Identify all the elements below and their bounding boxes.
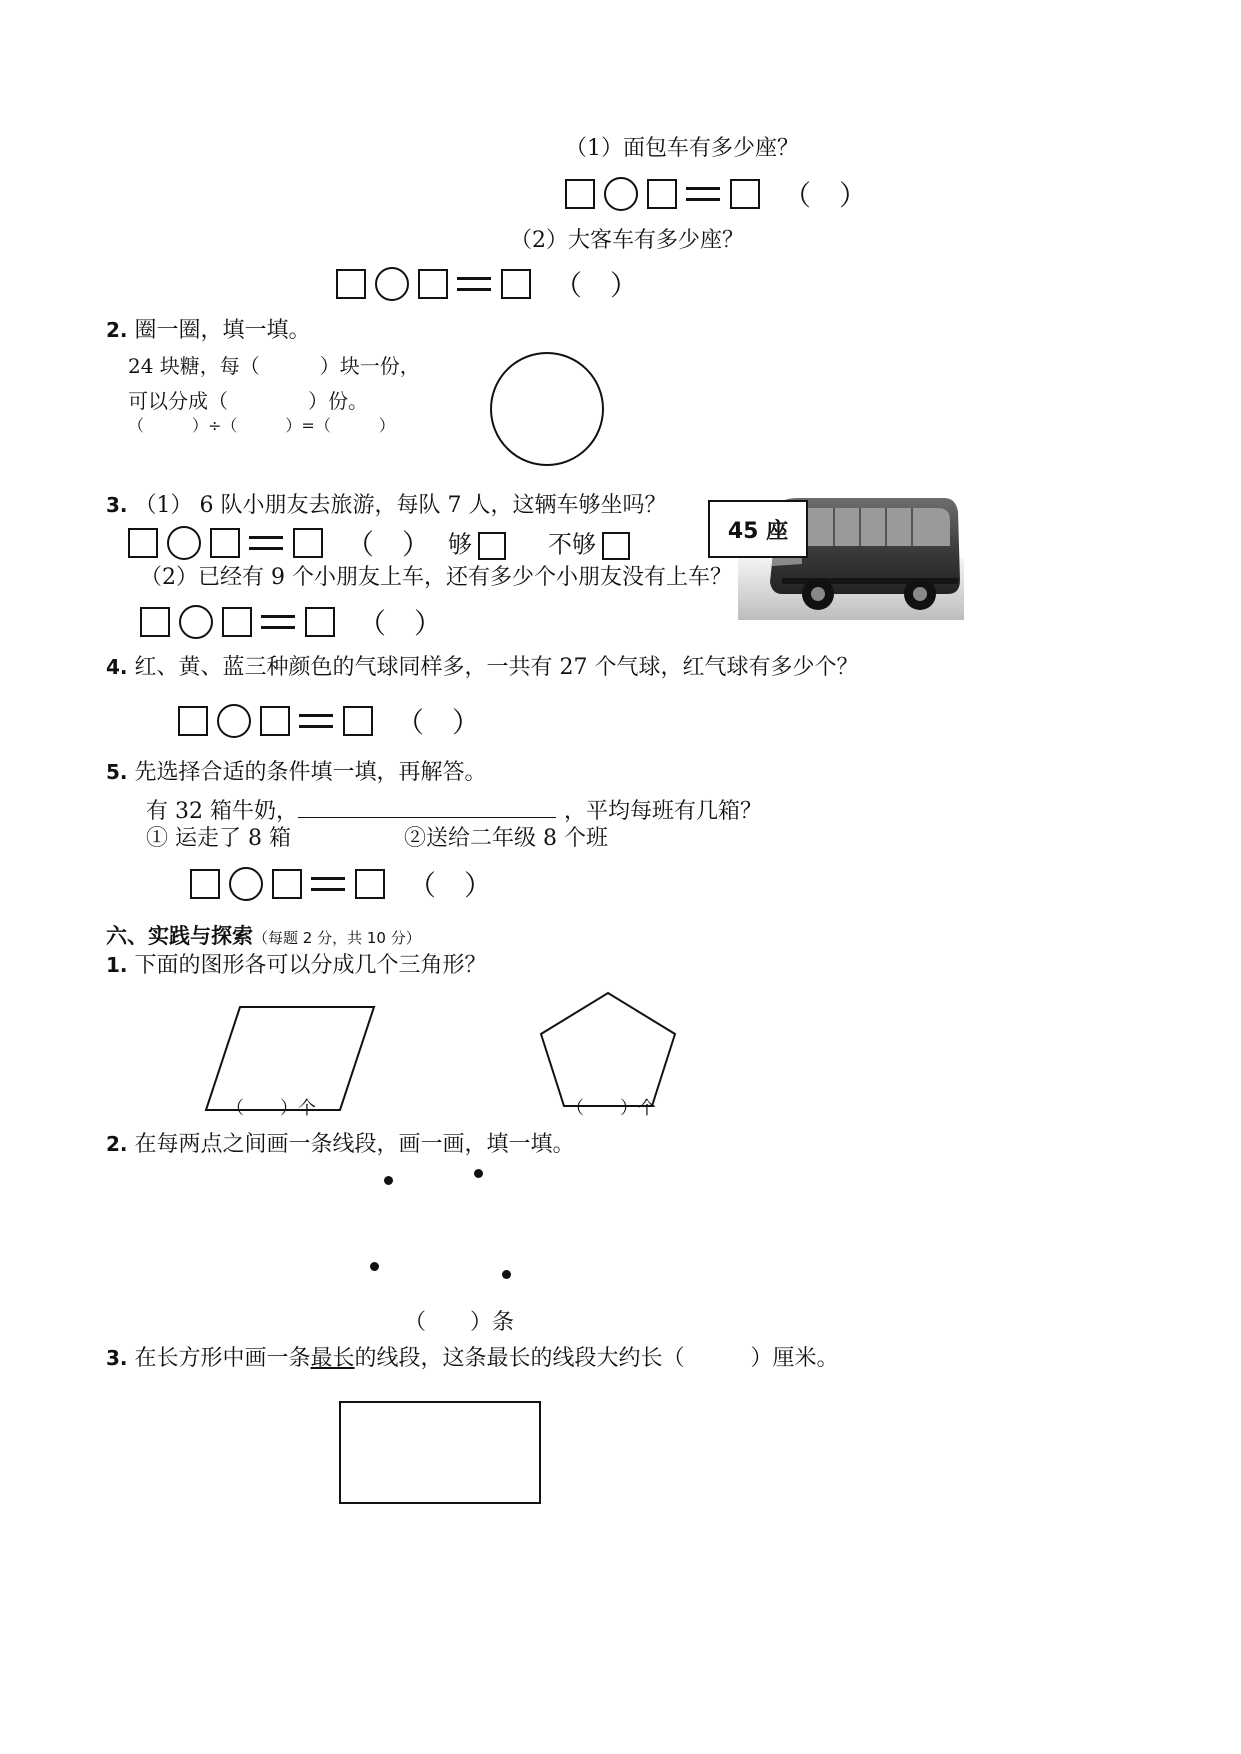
q1-sub2-text: （2）大客车有多少座？ [510, 228, 744, 253]
equals-sign [299, 714, 333, 728]
q3-sub1-text: （1） 6 队小朋友去旅游，每队 7 人，这辆车够坐吗？ [134, 493, 667, 518]
s6-q2 [106, 1134, 575, 1156]
answer-box[interactable] [647, 179, 677, 209]
q5-line-end: ，平均每班有几箱？ [563, 799, 762, 824]
point-dot[interactable] [370, 1262, 379, 1271]
q5-title [106, 762, 487, 784]
operator-circle[interactable] [167, 526, 201, 560]
s6-q1-text: 下面的图形各可以分成几个三角形？ [134, 953, 487, 978]
q4-text [106, 657, 859, 679]
rectangle-shape[interactable] [339, 1401, 541, 1504]
unit-paren[interactable]: （ ） [783, 179, 868, 212]
operator-circle[interactable] [604, 177, 638, 211]
equals-sign [686, 187, 720, 201]
operator-circle[interactable] [229, 867, 263, 901]
answer-box[interactable] [355, 869, 385, 899]
q1-sub1-equation [565, 176, 867, 212]
unit-paren[interactable]: （ ） [554, 269, 639, 302]
s6-q3-number: 3. [106, 1346, 128, 1370]
enough-label: 够 [448, 530, 472, 559]
q3-number: 3. [106, 493, 128, 517]
q4-number: 4. [106, 655, 128, 679]
s6-q2-answer[interactable]: （ ）条 [404, 1310, 515, 1335]
unit-paren[interactable]: （ ） [346, 528, 431, 561]
s6-q3-underlined: 最长 [310, 1346, 355, 1371]
point-dot[interactable] [474, 1169, 483, 1178]
q1-sub2-equation [336, 266, 638, 302]
unit-paren[interactable]: （ ） [408, 869, 493, 902]
point-dot[interactable] [384, 1176, 393, 1185]
equals-sign [261, 615, 295, 629]
answer-box[interactable] [222, 607, 252, 637]
s6-q3-text-a: 在长方形中画一条 [134, 1346, 311, 1371]
q4-question: 红、黄、蓝三种颜色的气球同样多，一共有 27 个气球，红气球有多少个？ [134, 655, 859, 680]
q2-line3: （ ）÷（ ）=（ ） [128, 416, 395, 435]
s6-q3 [106, 1348, 839, 1370]
operator-circle[interactable] [179, 605, 213, 639]
unit-paren[interactable]: （ ） [358, 607, 443, 640]
q5-number: 5. [106, 760, 128, 784]
section6-heading [106, 920, 421, 950]
bus-seat-label: 45 座 [708, 500, 808, 558]
point-dot[interactable] [502, 1270, 511, 1279]
q5-equation [190, 866, 492, 902]
answer-box[interactable] [260, 706, 290, 736]
q4-equation [178, 703, 480, 739]
answer-box[interactable] [305, 607, 335, 637]
q2-title-text: 圈一圈，填一填。 [134, 318, 311, 343]
q5-line-start: 有 32 箱牛奶， [146, 799, 298, 824]
answer-box[interactable] [565, 179, 595, 209]
parallelogram-shape[interactable] [200, 1000, 380, 1114]
s6-q1 [106, 955, 487, 977]
candy-circle[interactable] [486, 348, 608, 470]
pentagon-answer[interactable]: （ ）个 [566, 1098, 656, 1119]
answer-box[interactable] [336, 269, 366, 299]
answer-box[interactable] [210, 528, 240, 558]
q2-title [106, 320, 311, 342]
q5-title-text: 先选择合适的条件填一填，再解答。 [134, 760, 487, 785]
q3-sub2-text: （2）已经有 9 个小朋友上车，还有多少个小朋友没有上车？ [140, 565, 732, 590]
operator-circle[interactable] [375, 267, 409, 301]
not-enough-option [548, 532, 630, 560]
q5-option-2[interactable]: ②送给二年级 8 个班 [404, 826, 608, 851]
q5-fill-blank[interactable] [298, 797, 556, 818]
q3-sub2-equation [140, 604, 442, 640]
q1-sub1-text: （1）面包车有多少座？ [565, 136, 799, 161]
answer-box[interactable] [730, 179, 760, 209]
answer-box[interactable] [501, 269, 531, 299]
q5-line [146, 797, 762, 823]
answer-box[interactable] [272, 869, 302, 899]
section6-score-note: （每题 2 分，共 10 分） [253, 929, 421, 947]
answer-box[interactable] [140, 607, 170, 637]
unit-paren[interactable]: （ ） [396, 706, 481, 739]
q2-number: 2. [106, 318, 128, 342]
operator-circle[interactable] [217, 704, 251, 738]
not-enough-checkbox[interactable] [602, 532, 630, 560]
answer-box[interactable] [178, 706, 208, 736]
equals-sign [249, 536, 283, 550]
q5-option-1[interactable]: ① 运走了 8 箱 [146, 826, 291, 851]
q2-line1: 24 块糖，每（ ）块一份， [128, 354, 420, 378]
answer-box[interactable] [418, 269, 448, 299]
equals-sign [457, 277, 491, 291]
s6-q1-number: 1. [106, 953, 128, 977]
s6-q3-text-b: 的线段，这条最长的线段大约长（ ）厘米。 [354, 1346, 839, 1371]
q3-sub1-equation [128, 525, 430, 561]
answer-box[interactable] [343, 706, 373, 736]
answer-box[interactable] [293, 528, 323, 558]
q2-line2: 可以分成（ ）份。 [128, 389, 368, 413]
equals-sign [311, 877, 345, 891]
answer-box[interactable] [190, 869, 220, 899]
pentagon-shape[interactable] [536, 988, 682, 1112]
enough-option [448, 532, 506, 560]
enough-checkbox[interactable] [478, 532, 506, 560]
parallelogram-answer[interactable]: （ ）个 [226, 1098, 316, 1119]
s6-q2-text: 在每两点之间画一条线段，画一画，填一填。 [134, 1132, 575, 1157]
section6-title: 六、实践与探索 [106, 924, 253, 948]
answer-box[interactable] [128, 528, 158, 558]
q3-sub1 [106, 495, 666, 517]
s6-q2-number: 2. [106, 1132, 128, 1156]
not-enough-label: 不够 [548, 530, 596, 559]
